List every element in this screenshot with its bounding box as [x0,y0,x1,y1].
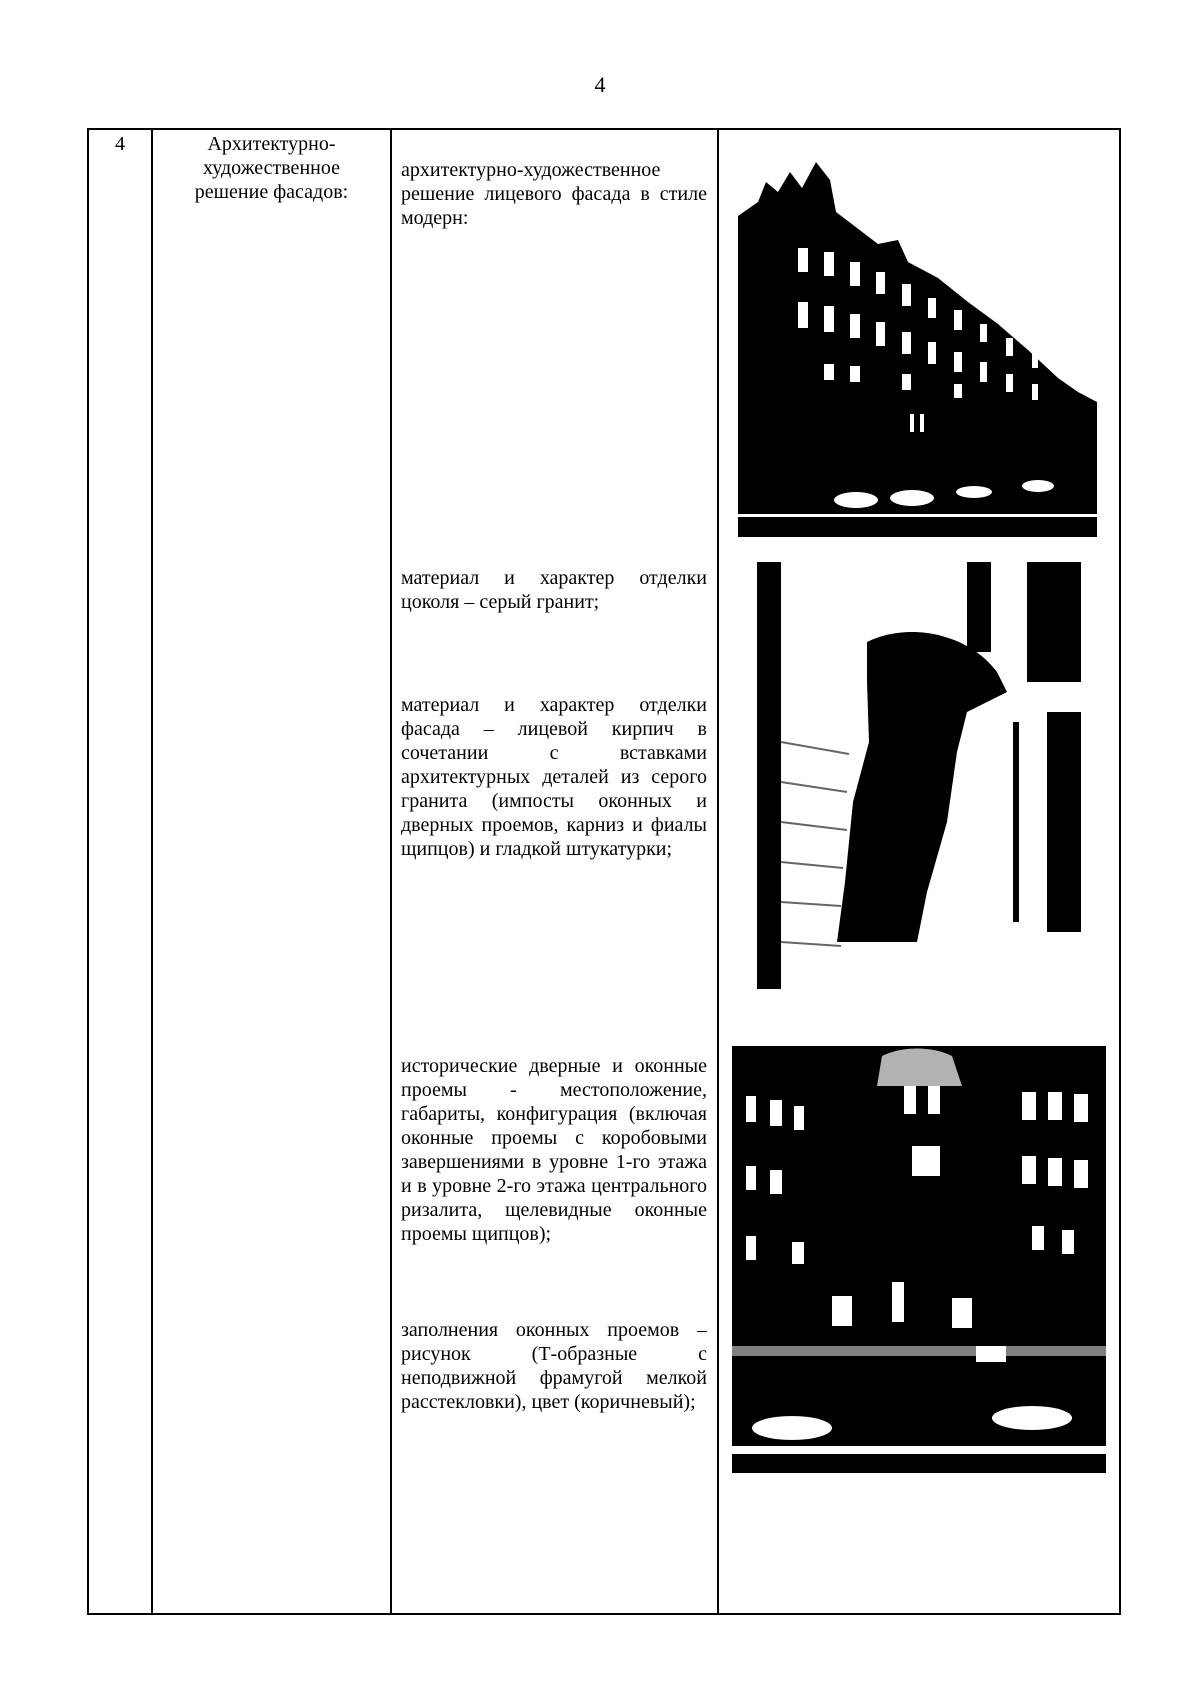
column-divider [151,128,153,1615]
facade-detail-photo [757,562,1081,989]
facade-solution-text: архитектурно-художественное решение лицевого фасада в стиле модерн: [401,159,707,229]
column-divider [390,128,392,1615]
facade-openings-photo [732,1046,1106,1473]
facade-finish-text: материал и характер отделки фасада – лицевой кирпич в сочетании с вставками архитектурных деталей из серого гранита (импосты оконных и дверных проемов, карниз и фиалы щипцов) и гладкой штукатурки; [401,694,707,860]
plinth-finish-text: материал и характер отделки цоколя – серый гранит; [401,567,707,613]
row-number: 4 [115,133,125,155]
facade-photo [738,152,1097,537]
window-fillings-text: заполнения оконных проемов – рисунок (Т-образные с неподвижной фрамугой мелкой расстекловки), цвет (коричневый); [401,1319,707,1413]
table-border-bottom [87,1613,1121,1615]
table-border-top [87,128,1121,130]
table-border-left [87,128,89,1615]
section-name: Архитектурно- художественное решение фасадов: [194,133,349,203]
openings-text: исторические дверные и оконные проемы - местоположение, габариты, конфигурация (включая оконные проемы с коробовыми завершениями в уровне 1-го этажа и в уровне 2-го этажа центрального ризалита, щелевидные оконные проемы щипцов); [401,1055,707,1245]
facade-table [87,128,1121,1615]
table-border-right [1119,128,1121,1615]
column-divider [717,128,719,1615]
page-number: 4 [594,72,606,97]
